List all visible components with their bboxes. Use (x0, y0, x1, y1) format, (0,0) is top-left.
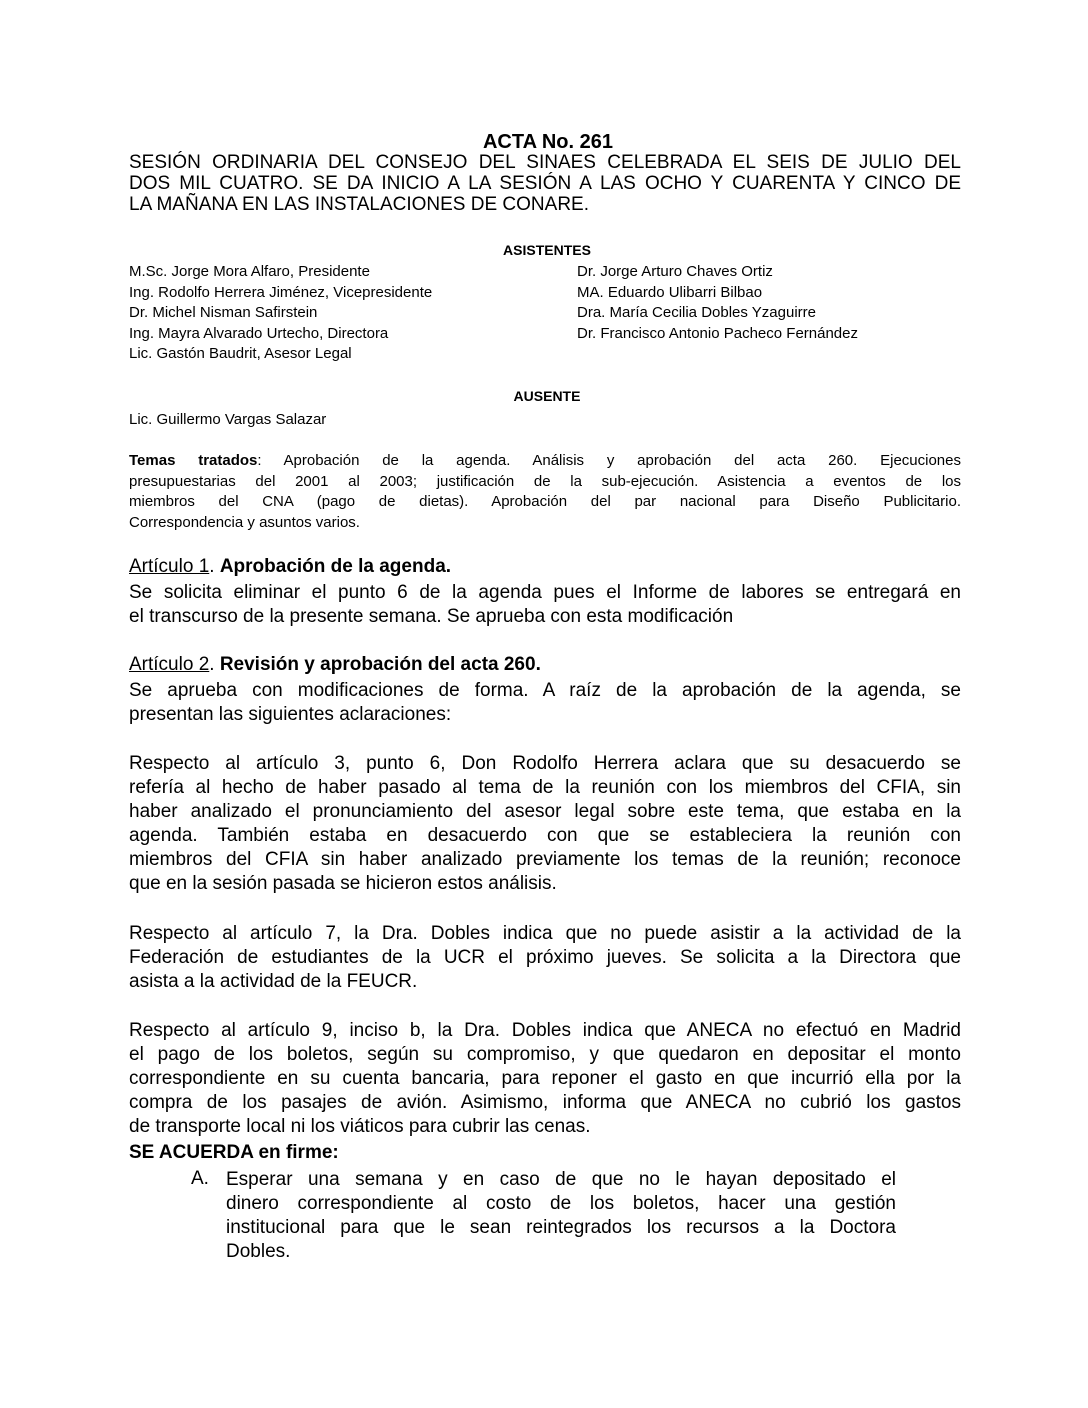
attendees-heading: ASISTENTES (503, 242, 591, 258)
article-1-body (129, 581, 961, 629)
paragraph-line: Respecto al artículo 3, punto 6, Don Rodolfo Herrera aclara que su desacuerdo se (129, 753, 961, 774)
paragraph-line: Federación de estudiantes de la UCR el próximo jueves. Se solicita a la Directora que (129, 947, 961, 968)
paragraph-line: haber analizado el pronunciamiento del asesor legal sobre este tema, que estaba en la (129, 801, 961, 822)
session-header-line: LA MAÑANA EN LAS INSTALACIONES DE CONARE. (129, 194, 589, 215)
article-1-heading (129, 556, 451, 578)
attendee-name: Lic. Gastón Baudrit, Asesor Legal (129, 345, 352, 362)
session-header (129, 152, 961, 215)
attendee-name: Dr. Michel Nisman Safirstein (129, 304, 318, 321)
paragraph-line: Esperar una semana y en caso de que no le hayan depositado el (226, 1169, 896, 1190)
attendees-left-column (129, 262, 432, 365)
topics-line-text: : Aprobación de la agenda. Análisis y aprobación del acta 260. Ejecuciones (257, 452, 961, 469)
topics-label: Temas tratados (129, 452, 258, 469)
article-2-paragraph-2 (129, 922, 961, 994)
paragraph-line: el pago de los boletos, según su compromiso, y que quedaron en depositar el monto (129, 1044, 961, 1065)
paragraph-line: presentan las siguientes aclaraciones: (129, 704, 452, 725)
topics-line (129, 451, 961, 472)
topics-summary (129, 451, 961, 533)
paragraph-line: correspondiente en su cuenta bancaria, para reponer el gasto en que incurrió ella por la (129, 1068, 961, 1089)
topics-line: presupuestarias del 2001 al 2003; justificación de la sub-ejecución. Asistencia a eventos de los (129, 472, 961, 490)
article-2-label: Artículo 2 (129, 654, 210, 675)
attendees-right-column (577, 262, 858, 344)
article-2-heading (129, 654, 541, 676)
article-separator: . (209, 654, 220, 675)
agreement-item-a (226, 1168, 896, 1264)
attendee-name: Dr. Francisco Antonio Pacheco Fernández (577, 324, 858, 342)
attendee-name: Dra. María Cecilia Dobles Yzaguirre (577, 304, 816, 321)
agreement-item-letter: A. (191, 1168, 209, 1189)
paragraph-line: institucional para que le sean reintegrados los recursos a la Doctora (226, 1217, 896, 1238)
topics-line: miembros del CNA (pago de dietas). Aprobación del par nacional para Diseño Publicitario. (129, 493, 961, 510)
paragraph-line: el transcurso de la presente semana. Se aprueba con esta modificación (129, 606, 734, 627)
agreement-heading: SE ACUERDA en firme: (129, 1142, 339, 1163)
session-header-line: SESIÓN ORDINARIA DEL CONSEJO DEL SINAES CELEBRADA EL SEIS DE JULIO DEL (129, 152, 961, 173)
paragraph-line: refería al hecho de haber pasado al tema de la reunión con los miembros del CFIA, sin (129, 777, 961, 798)
article-1-title: Aprobación de la agenda. (219, 556, 452, 577)
paragraph-line: de transporte local ni los viáticos para cubrir las cenas. (129, 1116, 591, 1137)
page-title: ACTA No. 261 (482, 131, 614, 153)
paragraph-line: Se solicita eliminar el punto 6 de la agenda pues el Informe de labores se entregará en (129, 582, 961, 603)
attendee-name: Ing. Mayra Alvarado Urtecho, Directora (129, 324, 389, 342)
paragraph-line: Se aprueba con modificaciones de forma. A raíz de la aprobación de la agenda, se (129, 680, 961, 701)
paragraph-line: Respecto al artículo 9, inciso b, la Dra. Dobles indica que ANECA no efectuó en Madrid (129, 1020, 961, 1041)
session-header-line: DOS MIL CUATRO. SE DA INICIO A LA SESIÓN A LAS OCHO Y CUARENTA Y CINCO DE (129, 173, 961, 194)
paragraph-line: miembros del CFIA sin haber analizado previamente los temas de la reunión; reconoce (129, 849, 961, 870)
attendee-name: Dr. Jorge Arturo Chaves Ortiz (577, 263, 773, 280)
paragraph-line: Dobles. (226, 1241, 291, 1262)
paragraph-line: asista a la actividad de la FEUCR. (129, 971, 418, 992)
paragraph-line: compra de los pasajes de avión. Asimismo, informa que ANECA no cubrió los gastos (129, 1092, 961, 1113)
topics-line: Correspondencia y asuntos varios. (129, 513, 360, 531)
article-2-intro (129, 679, 961, 727)
attendee-name: MA. Eduardo Ulibarri Bilbao (577, 283, 763, 301)
article-separator: . (209, 556, 220, 577)
absent-name: Lic. Guillermo Vargas Salazar (129, 411, 327, 428)
paragraph-line: agenda. También estaba en desacuerdo con que se estableciera la reunión con (129, 825, 961, 846)
attendee-name: M.Sc. Jorge Mora Alfaro, Presidente (129, 263, 370, 280)
paragraph-line: que en la sesión pasada se hicieron estos análisis. (129, 873, 557, 894)
article-1-label: Artículo 1 (129, 556, 210, 577)
paragraph-line: Respecto al artículo 7, la Dra. Dobles indica que no puede asistir a la actividad de la (129, 923, 961, 944)
article-2-title: Revisión y aprobación del acta 260. (219, 654, 541, 675)
article-2-paragraph-3 (129, 1019, 961, 1139)
article-2-paragraph-1 (129, 752, 961, 896)
attendee-name: Ing. Rodolfo Herrera Jiménez, Vicepresidente (129, 283, 433, 301)
paragraph-line: dinero correspondiente al costo de los boletos, hacer una gestión (226, 1193, 896, 1214)
absent-heading: AUSENTE (513, 388, 581, 404)
